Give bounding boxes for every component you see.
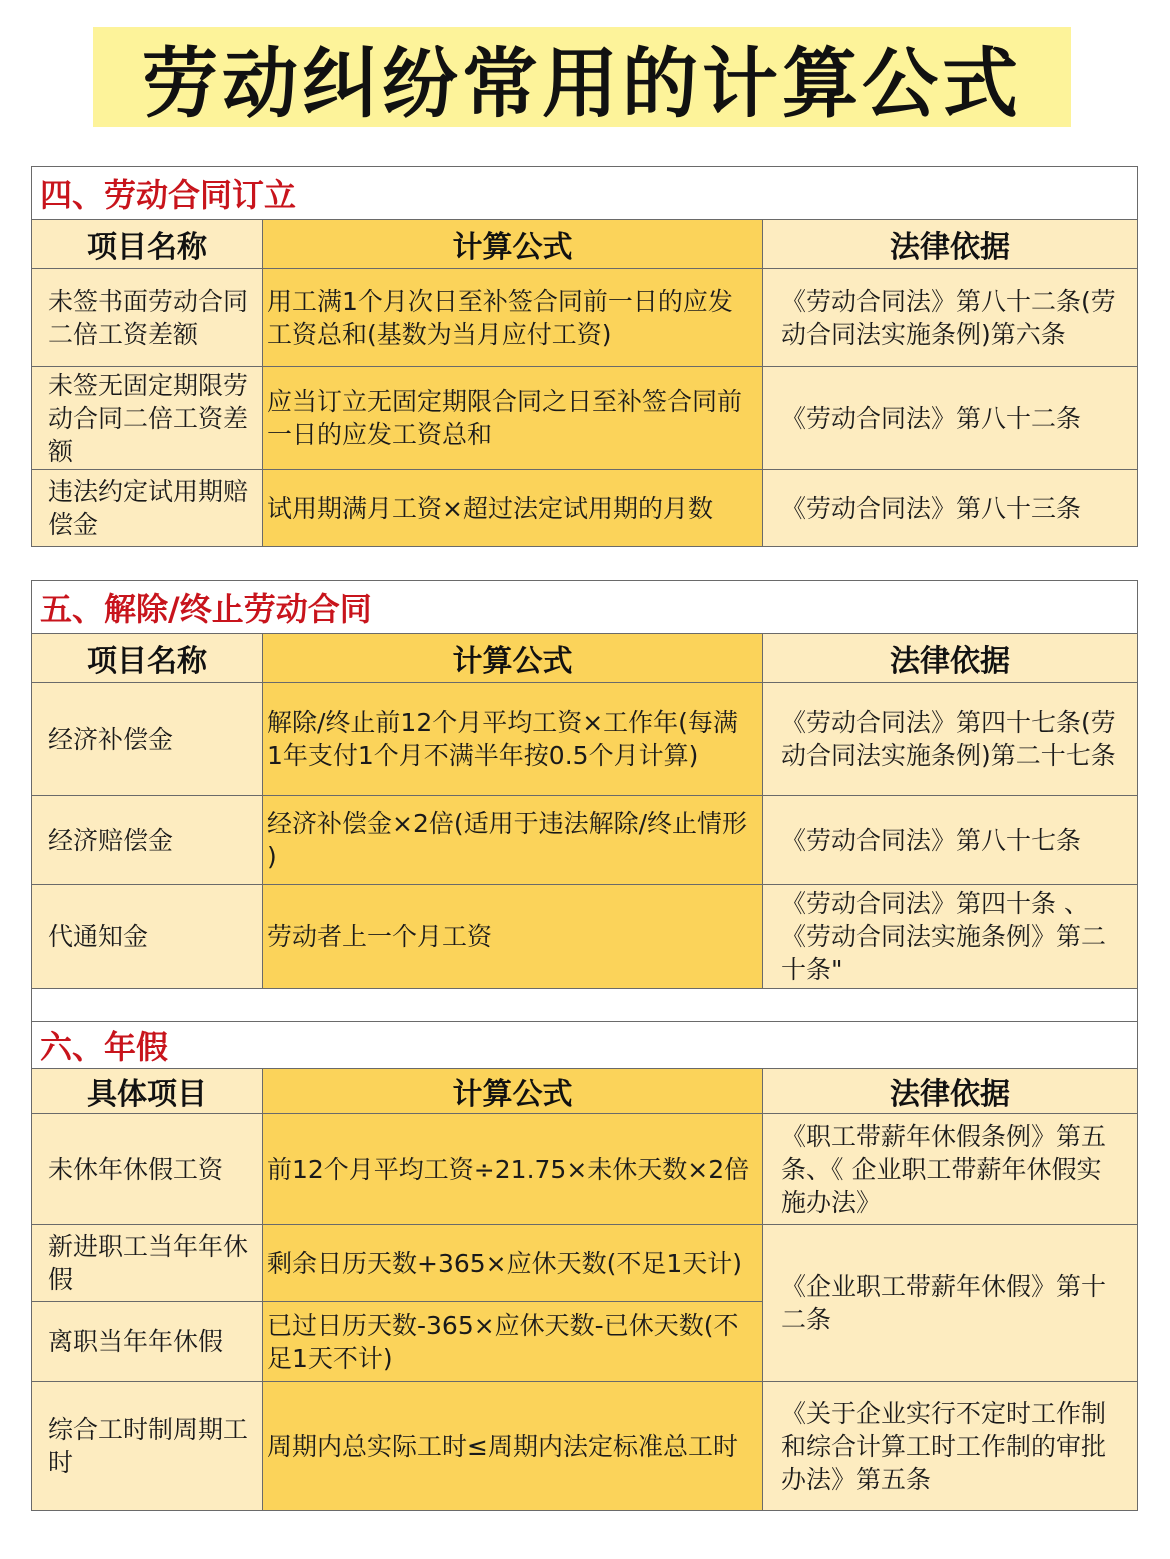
item-basis: 《企业职工带薪年休假》第十二条 bbox=[763, 1225, 1138, 1382]
item-name: 综合工时制周期工时 bbox=[32, 1382, 263, 1511]
table-row bbox=[32, 269, 1138, 367]
item-formula: 经济补偿金×2倍(适用于违法解除/终止情形 ) bbox=[263, 796, 763, 885]
item-formula: 已过日历天数-365×应休天数-已休天数(不足1天不计) bbox=[263, 1302, 763, 1382]
item-basis: 《关于企业实行不定时工作制和综合计算工时工作制的审批办法》第五条 bbox=[763, 1382, 1138, 1511]
column-header-basis: 法律依据 bbox=[763, 634, 1138, 683]
section-annual-leave bbox=[31, 1021, 1137, 1511]
title-banner bbox=[93, 27, 1071, 127]
spacer-row bbox=[32, 989, 1138, 1024]
table-row bbox=[32, 683, 1138, 796]
item-name: 未休年休假工资 bbox=[32, 1114, 263, 1225]
item-basis: 《劳动合同法》第四十七条(劳动合同法实施条例)第二十七条 bbox=[763, 683, 1138, 796]
column-header-basis: 法律依据 bbox=[763, 220, 1138, 269]
section-title: 五、解除/终止劳动合同 bbox=[32, 581, 1138, 634]
column-header-formula: 计算公式 bbox=[263, 1069, 763, 1114]
item-name: 违法约定试用期赔偿金 bbox=[32, 470, 263, 547]
item-basis: 《劳动合同法》第四十条 、《劳动合同法实施条例》第二十条" bbox=[763, 885, 1138, 989]
table-row bbox=[32, 1114, 1138, 1225]
page-title: 劳动纠纷常用的计算公式 bbox=[142, 38, 1022, 128]
item-name: 新进职工当年年休假 bbox=[32, 1225, 263, 1302]
item-name: 经济补偿金 bbox=[32, 683, 263, 796]
table-row bbox=[32, 470, 1138, 547]
item-formula: 前12个月平均工资÷21.75×未休天数×2倍 bbox=[263, 1114, 763, 1225]
item-name: 离职当年年休假 bbox=[32, 1302, 263, 1382]
item-basis: 《劳动合同法》第八十三条 bbox=[763, 470, 1138, 547]
table-row bbox=[32, 367, 1138, 470]
column-header-formula: 计算公式 bbox=[263, 634, 763, 683]
column-header-formula: 计算公式 bbox=[263, 220, 763, 269]
column-header-basis: 法律依据 bbox=[763, 1069, 1138, 1114]
item-formula: 应当订立无固定期限合同之日至补签合同前一日的应发工资总和 bbox=[263, 367, 763, 470]
item-name: 未签书面劳动合同二倍工资差额 bbox=[32, 269, 263, 367]
section-title: 四、劳动合同订立 bbox=[32, 167, 1138, 220]
section-contract-signing bbox=[31, 166, 1137, 547]
table-row bbox=[32, 885, 1138, 989]
item-formula: 试用期满月工资×超过法定试用期的月数 bbox=[263, 470, 763, 547]
column-header-item: 项目名称 bbox=[32, 220, 263, 269]
item-formula: 周期内总实际工时≤周期内法定标准总工时 bbox=[263, 1382, 763, 1511]
item-basis: 《劳动合同法》第八十二条 bbox=[763, 367, 1138, 470]
table-row bbox=[32, 1382, 1138, 1511]
section-title: 六、年假 bbox=[32, 1022, 1138, 1069]
table-row bbox=[32, 1225, 1138, 1302]
item-basis: 《劳动合同法》第八十七条 bbox=[763, 796, 1138, 885]
item-formula: 剩余日历天数+365×应休天数(不足1天计) bbox=[263, 1225, 763, 1302]
item-basis: 《职工带薪年休假条例》第五条、《 企业职工带薪年休假实施办法》 bbox=[763, 1114, 1138, 1225]
item-formula: 劳动者上一个月工资 bbox=[263, 885, 763, 989]
column-header-item: 项目名称 bbox=[32, 634, 263, 683]
item-name: 代通知金 bbox=[32, 885, 263, 989]
table-row bbox=[32, 796, 1138, 885]
item-name: 经济赔偿金 bbox=[32, 796, 263, 885]
column-header-item: 具体项目 bbox=[32, 1069, 263, 1114]
section-termination bbox=[31, 580, 1137, 1024]
item-formula: 用工满1个月次日至补签合同前一日的应发工资总和(基数为当月应付工资) bbox=[263, 269, 763, 367]
item-name: 未签无固定期限劳动合同二倍工资差额 bbox=[32, 367, 263, 470]
item-basis: 《劳动合同法》第八十二条(劳动合同法实施条例)第六条 bbox=[763, 269, 1138, 367]
item-formula: 解除/终止前12个月平均工资×工作年(每满1年支付1个月不满半年按0.5个月计算) bbox=[263, 683, 763, 796]
